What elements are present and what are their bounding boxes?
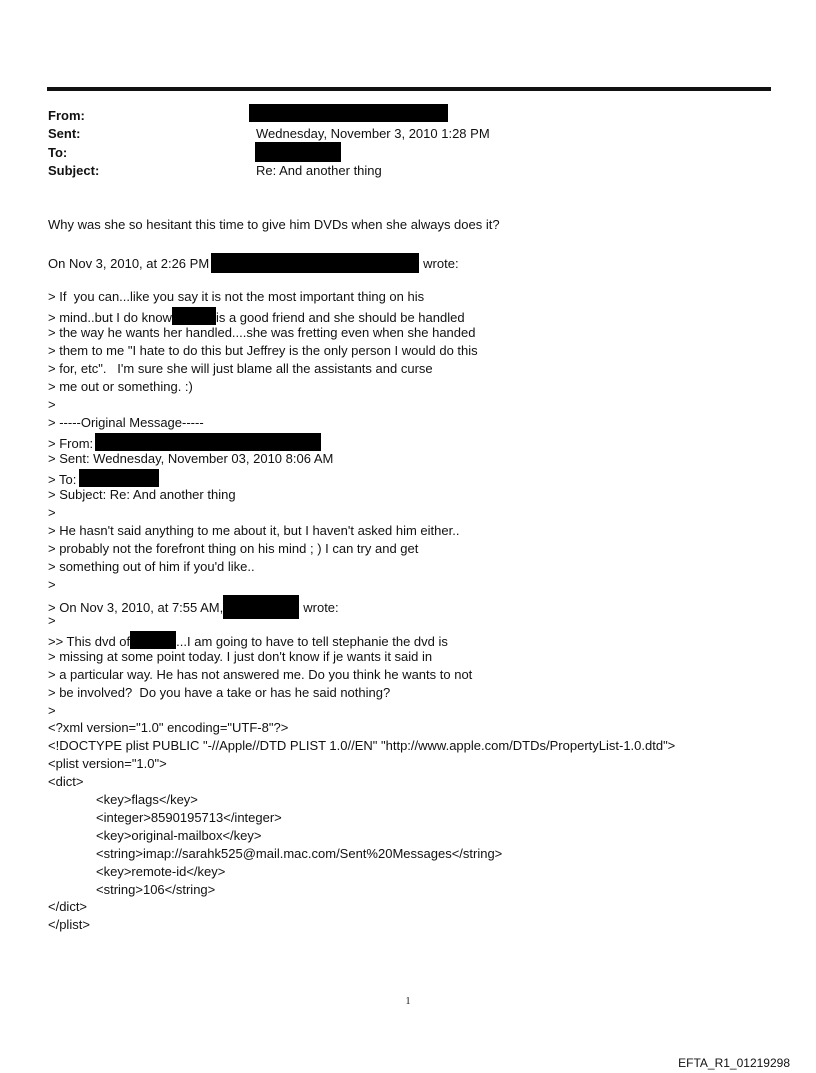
inline-redaction: [130, 631, 176, 649]
quote-text: > mind..but I do know: [48, 310, 172, 325]
to-label: To:: [48, 145, 68, 160]
original-from-line: [48, 433, 321, 452]
quote-line: > me out or something. :): [48, 379, 193, 394]
quote-line: > for, etc". I'm sure she will just blame all the assistants and curse: [48, 361, 433, 376]
original-to-line: [48, 469, 159, 488]
attribution-line: [48, 253, 459, 273]
plist-line: </plist>: [48, 917, 90, 932]
plist-line: <?xml version="1.0" encoding="UTF-8"?>: [48, 720, 289, 735]
from-redaction: [249, 104, 448, 122]
attribution-prefix: On Nov 3, 2010, at 2:26 PM: [48, 256, 210, 271]
plist-line: </dict>: [48, 899, 88, 914]
original-subject-line: > Subject: Re: And another thing: [48, 487, 236, 502]
quote-line: >: [48, 703, 56, 718]
quote-line: >: [48, 613, 56, 628]
page-number: 1: [405, 996, 411, 1007]
quote-text: wrote:: [303, 600, 339, 615]
quote-line: > something out of him if you'd like..: [48, 559, 255, 574]
attribution-suffix: wrote:: [423, 256, 459, 271]
plist-line: <key>original-mailbox</key>: [96, 828, 262, 843]
original-to-redaction: [79, 469, 159, 487]
original-to-label: > To:: [48, 472, 77, 487]
plist-line: <key>remote-id</key>: [96, 864, 226, 879]
quote-line: > He hasn't said anything to me about it, but I haven't asked him either..: [48, 523, 460, 538]
quote-line: > them to me "I hate to do this but Jeffrey is the only person I would do this: [48, 343, 478, 358]
quote-text: ...I am going to have to tell stephanie the dvd is: [176, 634, 448, 649]
quote-line: > probably not the forefront thing on his mind ; ) I can try and get: [48, 541, 419, 556]
sent-value: Wednesday, November 3, 2010 1:28 PM: [256, 126, 490, 141]
original-from-redaction: [95, 433, 321, 451]
sent-label: Sent:: [48, 126, 81, 141]
attribution-redaction: [211, 253, 419, 273]
plist-line: <key>flags</key>: [96, 792, 198, 807]
plist-line: <!DOCTYPE plist PUBLIC "-//Apple//DTD PLIST 1.0//EN" "http://www.apple.com/DTDs/PropertyList-1.0.dtd">: [48, 738, 676, 753]
quote-line: >: [48, 505, 56, 520]
quote-line: > a particular way. He has not answered me. Do you think he wants to not: [48, 667, 473, 682]
original-message-line: > -----Original Message-----: [48, 415, 204, 430]
subject-value: Re: And another thing: [256, 163, 382, 178]
body-question: Why was she so hesitant this time to give him DVDs when she always does it?: [48, 217, 500, 232]
plist-line: <integer>8590195713</integer>: [96, 810, 282, 825]
quote-line: > If you can...like you say it is not the most important thing on his: [48, 289, 425, 304]
plist-line: <string>106</string>: [96, 882, 216, 897]
quote-line: > missing at some point today. I just don't know if je wants it said in: [48, 649, 433, 664]
quote-text: >> This dvd of: [48, 634, 131, 649]
quote-line: [48, 595, 339, 619]
quote-line: [48, 307, 465, 326]
quote-line: > be involved? Do you have a take or has he said nothing?: [48, 685, 391, 700]
header-rule: [47, 87, 771, 91]
quote-line: > the way he wants her handled....she was fretting even when she handed: [48, 325, 476, 340]
quote-text: > On Nov 3, 2010, at 7:55 AM,: [48, 600, 224, 615]
plist-line: <dict>: [48, 774, 84, 789]
subject-label: Subject:: [48, 163, 100, 178]
quote-line: [48, 631, 448, 650]
bates-number: EFTA_R1_01219298: [678, 1056, 790, 1070]
original-from-label: > From:: [48, 436, 94, 451]
quote-text: is a good friend and she should be handled: [215, 310, 465, 325]
from-label: From:: [48, 108, 85, 123]
to-redaction: [255, 142, 341, 162]
plist-line: <plist version="1.0">: [48, 756, 167, 771]
original-sent-line: > Sent: Wednesday, November 03, 2010 8:06 AM: [48, 451, 334, 466]
inline-redaction: [223, 595, 299, 619]
quote-line: >: [48, 577, 56, 592]
quote-line: >: [48, 397, 56, 412]
inline-redaction: [172, 307, 216, 325]
plist-line: <string>imap://sarahk525@mail.mac.com/Sent%20Messages</string>: [96, 846, 503, 861]
